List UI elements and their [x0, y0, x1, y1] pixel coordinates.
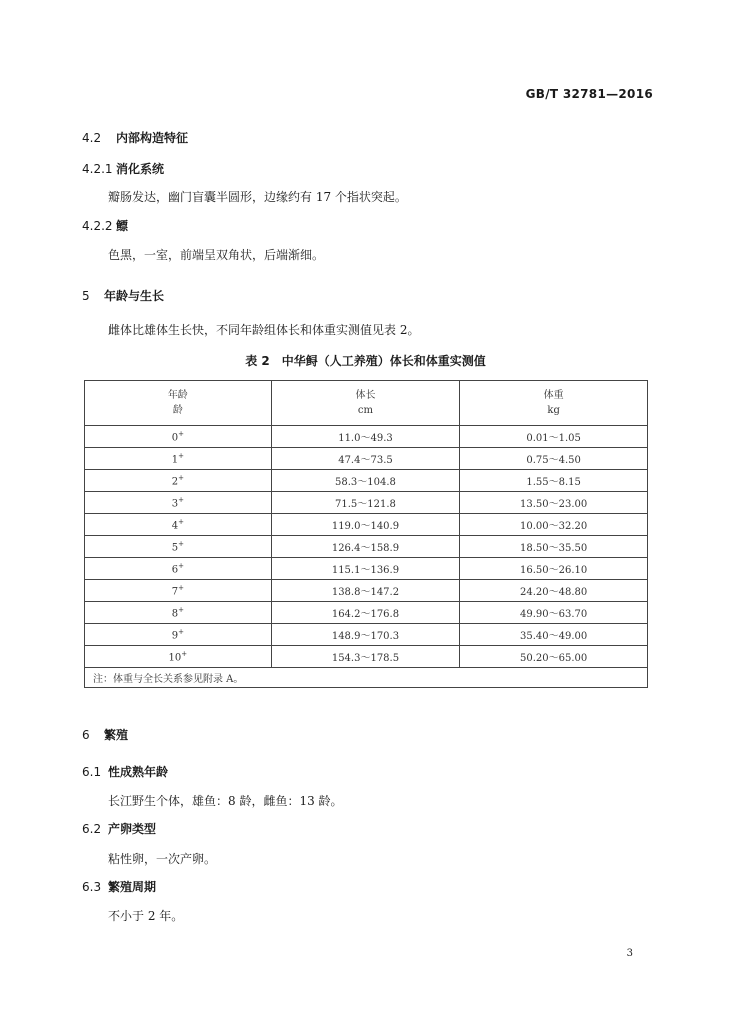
cell-length: 47.4～73.5 — [271, 448, 460, 470]
heading-4-2-1 — [82, 160, 164, 177]
heading-title: 鳔 — [116, 219, 129, 233]
age-plus-mark: + — [181, 649, 188, 658]
table-row — [85, 646, 648, 668]
table-row — [85, 426, 648, 448]
age-value: 6 — [171, 564, 179, 576]
header-length-unit: cm — [357, 405, 374, 416]
cell-weight: 49.90～63.70 — [460, 602, 648, 624]
cell-length: 148.9～170.3 — [271, 624, 460, 646]
paragraph-5: 雌体比雄体生长快，不同年龄组体长和体重实测值见表 2。 — [108, 323, 420, 337]
age-plus-mark: + — [178, 583, 184, 592]
cell-age — [85, 580, 272, 602]
heading-6 — [82, 726, 128, 743]
heading-4-2 — [82, 129, 188, 146]
table-row — [85, 624, 648, 646]
heading-number: 6.2 — [82, 822, 102, 836]
heading-number: 4.2 — [82, 131, 102, 145]
age-value: 1 — [171, 454, 179, 466]
cell-weight: 24.20～48.80 — [460, 580, 648, 602]
header-length — [271, 381, 460, 426]
heading-6-3 — [82, 878, 156, 895]
cell-age — [85, 558, 272, 580]
cell-length: 71.5～121.8 — [271, 492, 460, 514]
cell-age — [85, 514, 272, 536]
cell-length: 164.2～176.8 — [271, 602, 460, 624]
cell-weight: 10.00～32.20 — [460, 514, 648, 536]
table-header-row — [85, 381, 648, 426]
age-plus-mark: + — [178, 429, 184, 438]
age-plus-mark: + — [178, 473, 184, 482]
paragraph-6-3: 不小于 2 年。 — [108, 909, 184, 923]
paragraph-6-2: 粘性卵，一次产卵。 — [108, 852, 217, 866]
heading-6-1 — [82, 763, 168, 780]
heading-5 — [82, 287, 164, 304]
heading-title: 繁殖 — [104, 728, 129, 742]
age-value: 3 — [171, 498, 179, 510]
paragraph-6-1: 长江野生个体，雄鱼：8 龄，雌鱼：13 龄。 — [108, 794, 343, 808]
heading-title: 内部构造特征 — [116, 131, 189, 145]
cell-length: 11.0～49.3 — [271, 426, 460, 448]
heading-number: 4.2.1 — [82, 162, 113, 176]
table-title: 表 2 中华鲟（人工养殖）体长和体重实测值 — [245, 354, 486, 368]
table-row — [85, 580, 648, 602]
heading-number: 4.2.2 — [82, 219, 113, 233]
cell-length: 154.3～178.5 — [271, 646, 460, 668]
table-row — [85, 514, 648, 536]
cell-age — [85, 646, 272, 668]
table-row — [85, 470, 648, 492]
age-plus-mark: + — [178, 539, 184, 548]
heading-title: 消化系统 — [116, 162, 165, 176]
paragraph-4-2-1: 瓣肠发达，幽门盲囊半圆形，边缘约有 17 个指状突起。 — [108, 190, 407, 204]
cell-age — [85, 624, 272, 646]
cell-age — [85, 536, 272, 558]
age-value: 9 — [171, 630, 179, 642]
cell-age — [85, 602, 272, 624]
heading-title: 产卵类型 — [108, 822, 157, 836]
table-note-row — [85, 668, 648, 688]
cell-weight: 0.01～1.05 — [460, 426, 648, 448]
age-plus-mark: + — [178, 517, 184, 526]
age-value: 0 — [171, 432, 179, 444]
age-value: 7 — [171, 586, 179, 598]
header-length-label: 体长 — [355, 390, 376, 401]
header-weight-label: 体重 — [543, 390, 564, 401]
table-row — [85, 492, 648, 514]
heading-number: 5 — [82, 289, 90, 303]
cell-length: 138.8～147.2 — [271, 580, 460, 602]
heading-number: 6.3 — [82, 880, 102, 894]
cell-age — [85, 448, 272, 470]
header-weight-unit: kg — [547, 405, 560, 416]
cell-weight: 18.50～35.50 — [460, 536, 648, 558]
paragraph-4-2-2: 色黑，一室，前端呈双角状，后端渐细。 — [108, 248, 325, 262]
cell-length: 126.4～158.9 — [271, 536, 460, 558]
age-plus-mark: + — [178, 451, 184, 460]
cell-weight: 0.75～4.50 — [460, 448, 648, 470]
header-age-unit: 龄 — [172, 405, 183, 416]
document-id: GB/T 32781—2016 — [525, 87, 653, 101]
cell-length: 119.0～140.9 — [271, 514, 460, 536]
age-plus-mark: + — [178, 605, 184, 614]
age-value: 8 — [171, 608, 179, 620]
age-plus-mark: + — [178, 627, 184, 636]
table-row — [85, 558, 648, 580]
age-value: 5 — [171, 542, 179, 554]
heading-number: 6 — [82, 728, 90, 742]
data-table — [84, 380, 648, 688]
cell-weight: 1.55～8.15 — [460, 470, 648, 492]
table-row — [85, 602, 648, 624]
age-value: 2 — [171, 476, 179, 488]
heading-6-2 — [82, 820, 156, 837]
age-value: 4 — [171, 520, 179, 532]
table-note: 注：体重与全长关系参见附录 A。 — [85, 668, 648, 688]
header-age-label: 年龄 — [167, 390, 188, 401]
heading-title: 年龄与生长 — [104, 289, 165, 303]
cell-age — [85, 426, 272, 448]
cell-length: 115.1～136.9 — [271, 558, 460, 580]
cell-weight: 50.20～65.00 — [460, 646, 648, 668]
heading-number: 6.1 — [82, 765, 102, 779]
age-plus-mark: + — [178, 561, 184, 570]
header-age — [85, 381, 272, 426]
cell-weight: 16.50～26.10 — [460, 558, 648, 580]
age-plus-mark: + — [178, 495, 184, 504]
cell-length: 58.3～104.8 — [271, 470, 460, 492]
heading-4-2-2 — [82, 217, 128, 234]
header-weight — [460, 381, 648, 426]
heading-title: 繁殖周期 — [108, 880, 157, 894]
table-row — [85, 536, 648, 558]
age-value: 10 — [168, 652, 182, 664]
table-row — [85, 448, 648, 470]
cell-age — [85, 470, 272, 492]
page-number: 3 — [626, 948, 633, 959]
cell-weight: 13.50～23.00 — [460, 492, 648, 514]
cell-weight: 35.40～49.00 — [460, 624, 648, 646]
heading-title: 性成熟年龄 — [108, 765, 169, 779]
cell-age — [85, 492, 272, 514]
